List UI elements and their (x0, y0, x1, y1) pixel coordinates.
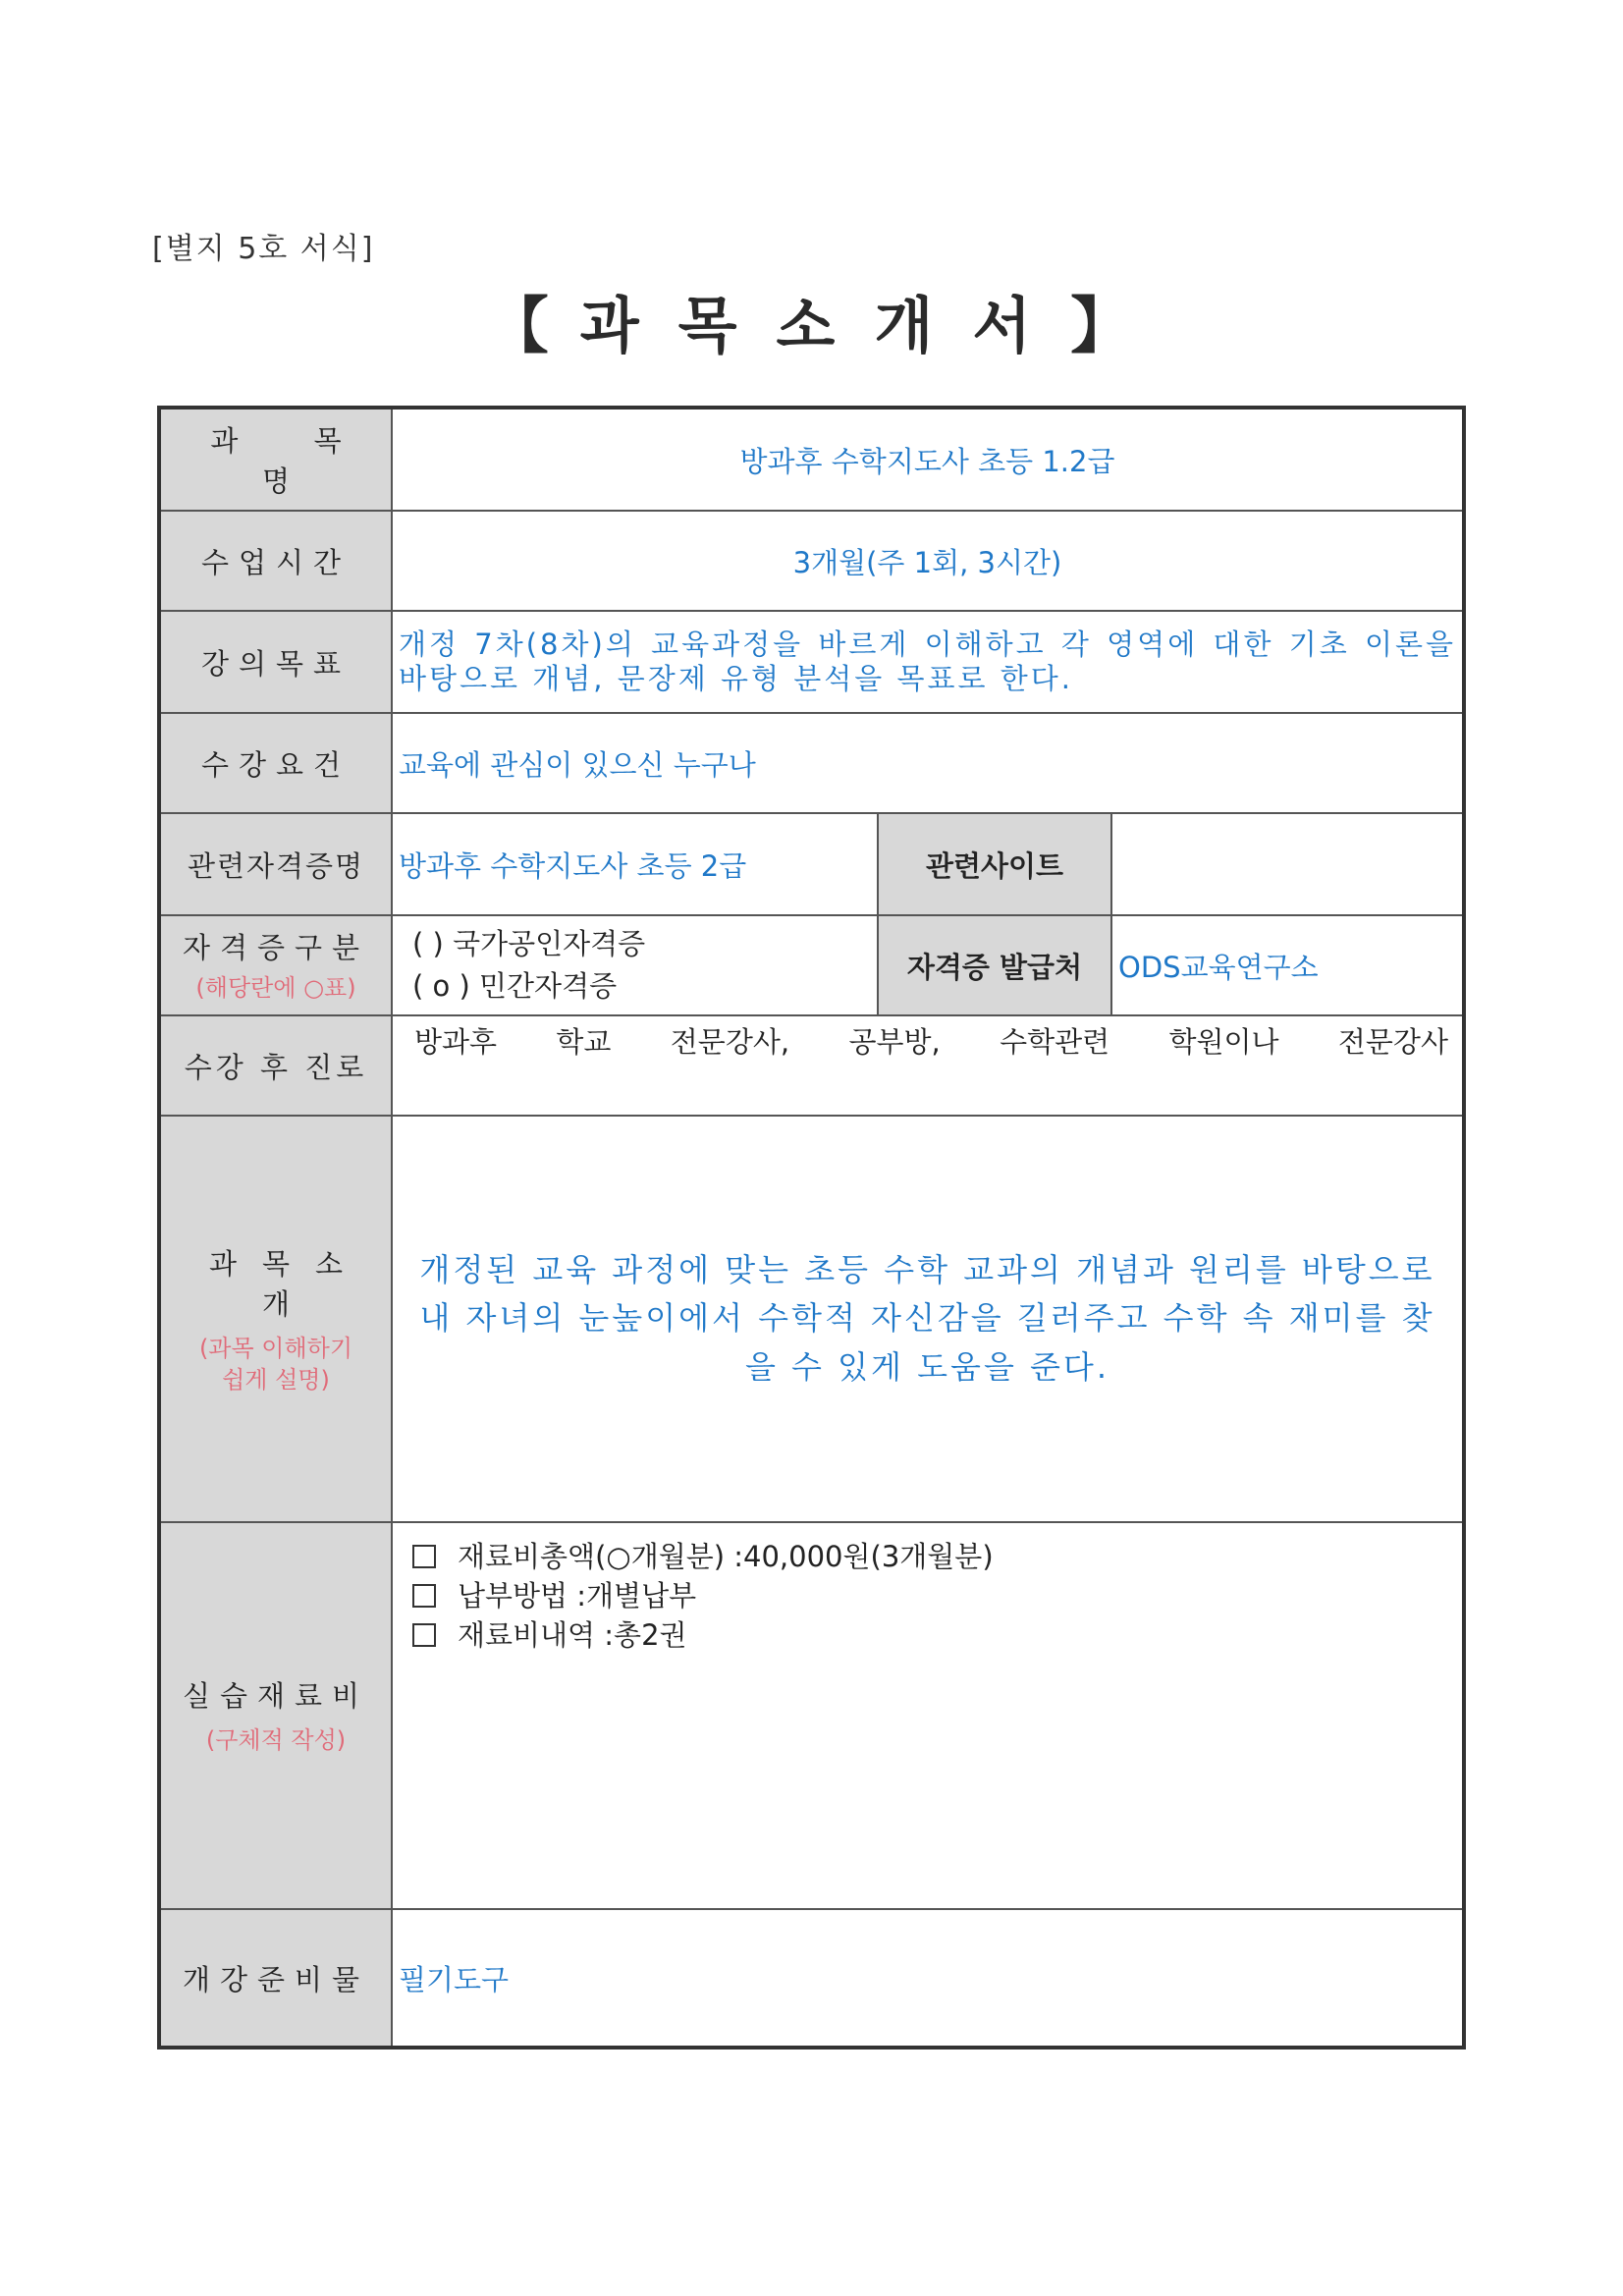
value-materials (393, 1523, 1462, 1908)
title-bracket-right: 】 (1070, 290, 1136, 361)
checkbox-icon (412, 1584, 436, 1608)
material-item: 재료비총액(○개월분) :40,000원(3개월분) (412, 1537, 994, 1576)
career-word: 수학관련 (1000, 1025, 1110, 1059)
label-cert-type: 자격증구분 (해당란에 ○표) (161, 916, 393, 1014)
cert-type-note: (해당란에 ○표) (195, 974, 356, 1003)
label-lecture-goal: 강의목표 (161, 612, 393, 712)
value-related-cert: 방과후 수학지도사 초등 2급 (399, 848, 747, 883)
career-word: 방과후 (414, 1025, 498, 1059)
course-form-table (157, 406, 1466, 2050)
label-related-site: 관련사이트 (877, 814, 1112, 914)
option-national-cert: ( ) 국가공인자격증 (412, 926, 646, 960)
label-class-time: 수업시간 (161, 512, 393, 610)
label-prep: 개강준비물 (161, 1910, 393, 2046)
career-word: 공부방, (848, 1025, 941, 1059)
value-course-intro: 개정된 교육 과정에 맞는 초등 수학 교과의 개념과 원리를 바탕으로 내 자녀의 눈높이에서 수학적 자신감을 길러주고 수학 속 재미를 찾을 수 있게 도움을 준다. (419, 1250, 1435, 1386)
option-private-cert: ( o ) 민간자격증 (412, 969, 618, 1003)
row-requirements (161, 714, 1462, 814)
row-related-cert (161, 814, 1462, 916)
career-word: 전문강사 (1337, 1025, 1448, 1059)
material-item: 재료비내역 :총2권 (412, 1615, 994, 1655)
career-word: 학교 (556, 1025, 612, 1059)
materials-note: (구체적 작성) (205, 1726, 347, 1755)
title-bracket-left: 【 (487, 290, 553, 361)
row-materials (161, 1523, 1462, 1910)
document-title (0, 277, 1623, 364)
value-cert-issuer: ODS교육연구소 (1118, 950, 1319, 984)
row-course-intro (161, 1117, 1462, 1523)
label-course-intro: 과목소개 (과목 이해하기 쉽게 설명) (161, 1117, 393, 1521)
value-course-name: 방과후 수학지도사 초등 1.2급 (739, 444, 1115, 478)
value-cert-type (393, 916, 877, 1014)
label-career: 수강 후 진로 (161, 1016, 393, 1115)
value-requirements: 교육에 관심이 있으신 누구나 (399, 747, 756, 782)
title-text: 과목소개서 (579, 290, 1071, 361)
value-related-site (1112, 814, 1462, 914)
row-class-time (161, 512, 1462, 612)
value-lecture-goal: 개정 7차(8차)의 교육과정을 바르게 이해하고 각 영역에 대한 기초 이론을 바탕으로 개념, 문장제 유형 분석을 목표로 한다. (399, 627, 1456, 695)
row-cert-type (161, 916, 1462, 1016)
material-item: 납부방법 :개별납부 (412, 1576, 994, 1615)
value-class-time: 3개월(주 1회, 3시간) (792, 545, 1062, 579)
value-prep: 필기도구 (399, 1962, 510, 1996)
career-word: 학원이나 (1168, 1025, 1279, 1059)
checkbox-icon (412, 1623, 436, 1647)
label-materials: 실습재료비 (구체적 작성) (161, 1523, 393, 1908)
checkbox-icon (412, 1545, 436, 1568)
label-related-cert: 관련자격증명 (161, 814, 393, 914)
row-lecture-goal (161, 612, 1462, 714)
row-career (161, 1016, 1462, 1117)
form-number: [별지 5호 서식] (152, 232, 375, 266)
course-intro-note: (과목 이해하기 쉽게 설명) (198, 1334, 353, 1394)
label-requirements: 수강요건 (161, 714, 393, 812)
row-prep (161, 1910, 1462, 2046)
value-career (393, 1016, 1462, 1115)
career-word: 전문강사, (670, 1025, 790, 1059)
label-cert-issuer: 자격증 발급처 (877, 916, 1112, 1014)
label-course-name: 과 목 명 (161, 410, 393, 510)
row-course-name (161, 410, 1462, 512)
